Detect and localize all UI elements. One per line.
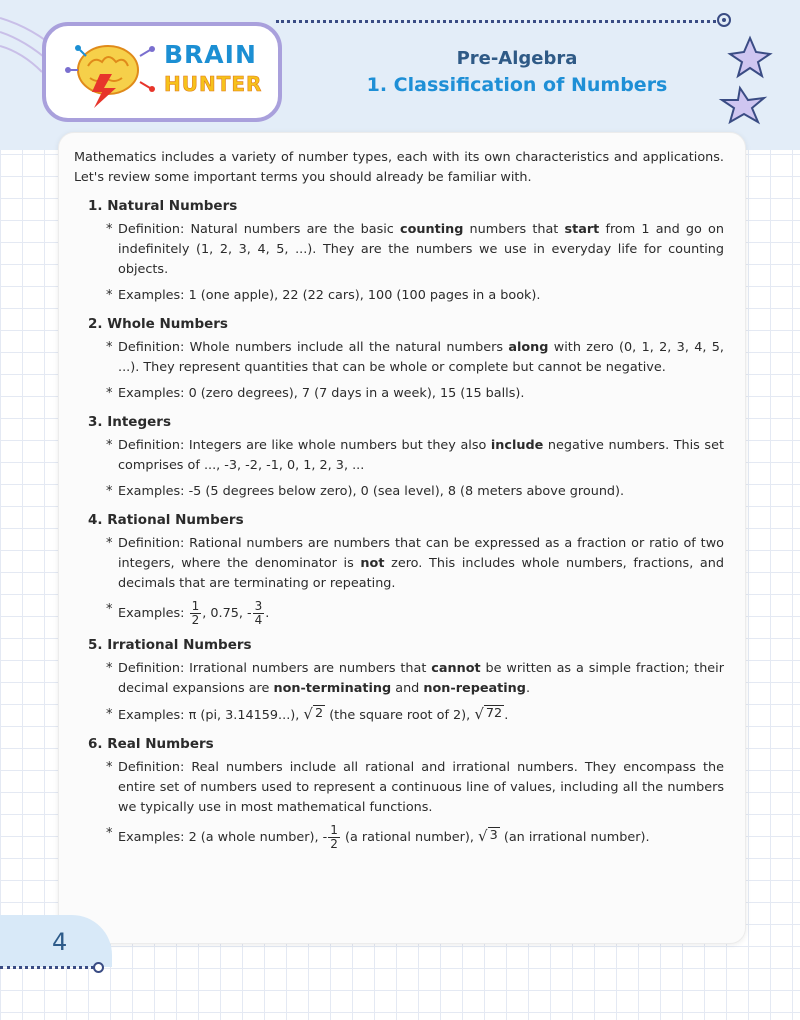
fraction: $\frac{1}{2}$: [191, 599, 200, 627]
brand-logo: [42, 22, 282, 122]
star-doodle-icon: [700, 10, 790, 130]
examples-bullet: * Examples: -5 (5 degrees below zero), 0 (sea level), 8 (8 meters above ground).: [74, 482, 724, 502]
section-heading: 3. Integers: [88, 414, 171, 430]
subject-title: Pre-Algebra: [456, 48, 578, 69]
definition-bullet: * Definition: Natural numbers are the basic counting numbers that start from 1 and go on indefinitely (1, 2, 3, 4, 5, ...). They are the numbers we use in everyday life for counting objects.: [74, 220, 724, 280]
header-dotted-line: [276, 20, 716, 23]
examples-bullet: * Examples: 2 (a whole number), - $\frac{1}{2}$ (a rational number), √ 3 (an irrational number).: [74, 824, 724, 851]
section-heading: 6. Real Numbers: [88, 736, 214, 752]
definition-bullet: * Definition: Whole numbers include all the natural numbers along with zero (0, 1, 2, 3, 4, 5, ...). They represent quantities that can be whole or complete but cannot be negative.: [74, 338, 724, 378]
intro-paragraph: Mathematics includes a variety of number types, each with its own characteristics and applications. Let's review some important terms you should already be familiar with.: [74, 150, 724, 185]
brain-icon: [60, 36, 158, 108]
section-heading: 5. Irrational Numbers: [88, 637, 252, 653]
brand-name-line2: HUNTER: [164, 72, 263, 96]
definition-bullet: * Definition: Rational numbers are numbers that can be expressed as a fraction or ratio of two integers, where the denominator is not zero. This includes whole numbers, fractions, and decimals that are terminating or repeating.: [74, 534, 724, 594]
section-heading: 2. Whole Numbers: [88, 316, 228, 332]
square-root: √ 72: [474, 705, 503, 723]
footer-dotted-line: [0, 966, 94, 969]
examples-bullet: * Examples: π (pi, 3.14159...), √ 2 (the square root of 2), √ 72 .: [74, 705, 724, 726]
fraction: $\frac{3}{4}$: [254, 599, 263, 627]
fraction: $\frac{1}{2}$: [330, 823, 338, 851]
footer-line-end-dot: [93, 962, 104, 973]
page-number: 4: [52, 928, 68, 956]
examples-bullet: * Examples: $\frac{1}{2}$ , 0.75, - $\frac{3}{4}$ .: [74, 600, 724, 627]
brand-name-line1: BRAIN: [164, 40, 257, 69]
lesson-content: [74, 148, 724, 857]
examples-bullet: * Examples: 1 (one apple), 22 (22 cars), 100 (100 pages in a book).: [74, 286, 724, 306]
square-root: √ 3: [478, 827, 498, 845]
section-heading: 1. Natural Numbers: [88, 198, 238, 214]
definition-bullet: * Definition: Real numbers include all rational and irrational numbers. They encompass the entire set of numbers used to represent a continuous line of values, including all the numbers we typically use in most mathematical functions.: [74, 758, 724, 818]
examples-bullet: * Examples: 0 (zero degrees), 7 (7 days in a week), 15 (15 balls).: [74, 384, 724, 404]
page-title: 1. Classification of Numbers: [366, 74, 668, 96]
definition-bullet: * Definition: Irrational numbers are numbers that cannot be written as a simple fraction; their decimal expansions are non-terminating and non-repeating.: [74, 659, 724, 699]
definition-bullet: * Definition: Integers are like whole numbers but they also include negative numbers. This set comprises of ..., -3, -2, -1, 0, 1, 2, 3, ...: [74, 436, 724, 476]
square-root: √ 2: [303, 705, 324, 723]
section-heading: 4. Rational Numbers: [88, 512, 244, 528]
